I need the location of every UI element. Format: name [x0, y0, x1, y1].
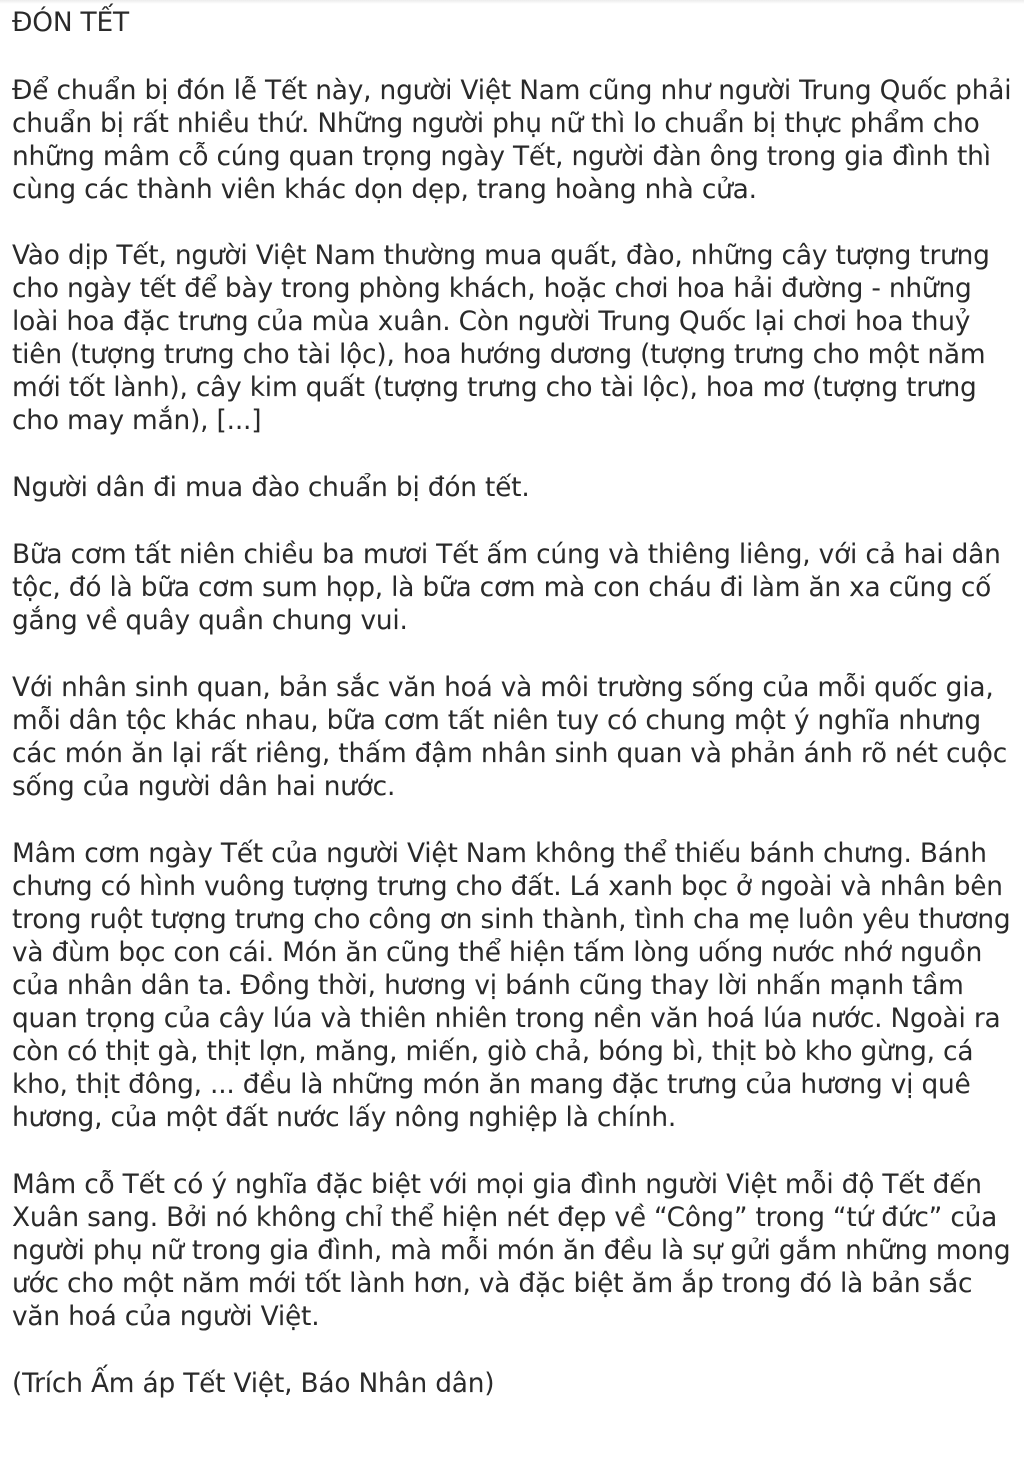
article-body	[12, 0, 1018, 1400]
paragraph-2: Vào dịp Tết, người Việt Nam thường mua quất, đào, những cây tượng trưng cho ngày tết để bày trong phòng khách, hoặc chơi hoa hải đường - những loài hoa đặc trưng của mùa xuân. Còn người Trung Quốc lại chơi hoa thuỷ tiên (tượng trưng cho tài lộc), hoa hướng dương (tượng trưng cho một năm mới tốt lành), cây kim quất (tượng trưng cho tài lộc), hoa mơ (tượng trưng cho may mắn), [...]	[12, 240, 990, 436]
paragraph-6: Mâm cơm ngày Tết của người Việt Nam không thể thiếu bánh chưng. Bánh chưng có hình vuông tượng trưng cho đất. Lá xanh bọc ở ngoài và nhân bên trong ruột tượng trưng cho công ơn sinh thành, tình cha mẹ luôn yêu thương và đùm bọc con cái. Món ăn cũng thể hiện tấm lòng uống nước nhớ nguồn của nhân dân ta. Đồng thời, hương vị bánh cũng thay lời nhấn mạnh tầm quan trọng của cây lúa và thiên nhiên trong nền văn hoá lúa nước. Ngoài ra còn có thịt gà, thịt lợn, măng, miến, giò chả, bóng bì, thịt bò kho gừng, cá kho, thịt đông, ... đều là những món ăn mang đặc trưng của hương vị quê hương, của một đất nước lấy nông nghiệp là chính.	[12, 838, 1011, 1133]
paragraph-1: Để chuẩn bị đón lễ Tết này, người Việt Nam cũng như người Trung Quốc phải chuẩn bị rất nhiều thứ. Những người phụ nữ thì lo chuẩn bị thực phẩm cho những mâm cỗ cúng quan trọng ngày Tết, người đàn ông trong gia đình thì cùng các thành viên khác dọn dẹp, trang hoàng nhà cửa.	[12, 75, 1012, 205]
paragraph-3: Người dân đi mua đào chuẩn bị đón tết.	[12, 472, 530, 503]
article-title: ĐÓN TẾT	[12, 7, 129, 38]
paragraph-4: Bữa cơm tất niên chiều ba mươi Tết ấm cúng và thiêng liêng, với cả hai dân tộc, đó là bữa cơm sum họp, là bữa cơm mà con cháu đi làm ăn xa cũng cố gắng về quây quần chung vui.	[12, 539, 1001, 636]
paragraph-7: Mâm cỗ Tết có ý nghĩa đặc biệt với mọi gia đình người Việt mỗi độ Tết đến Xuân sang. Bởi nó không chỉ thể hiện nét đẹp về “Công” trong “tứ đức” của người phụ nữ trong gia đình, mà mỗi món ăn đều là sự gửi gắm những mong ước cho một năm mới tốt lành hơn, và đặc biệt ăm ắp trong đó là bản sắc văn hoá của người Việt.	[12, 1169, 1011, 1332]
source-citation: (Trích Ấm áp Tết Việt, Báo Nhân dân)	[12, 1368, 495, 1399]
paragraph-5: Với nhân sinh quan, bản sắc văn hoá và môi trường sống của mỗi quốc gia, mỗi dân tộc khác nhau, bữa cơm tất niên tuy có chung một ý nghĩa nhưng các món ăn lại rất riêng, thấm đậm nhân sinh quan và phản ánh rõ nét cuộc sống của người dân hai nước.	[12, 672, 1008, 802]
